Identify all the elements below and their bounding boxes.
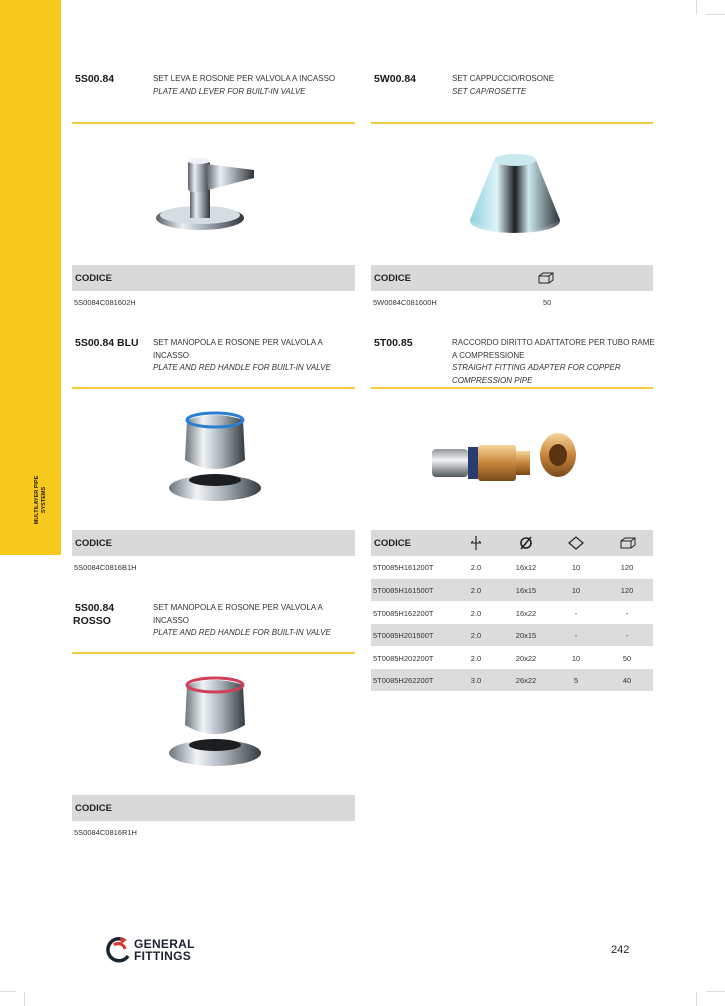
lever-valve-image [150, 150, 260, 240]
description-en: PLATE AND RED HANDLE FOR BUILT-IN VALVE [153, 628, 331, 637]
section-label-line2: SYSTEMS [41, 486, 47, 514]
section-divider [72, 387, 355, 389]
product-code-line1: 5S00.84 [75, 602, 115, 614]
table-row-codice: 5W0084C081600H [373, 298, 437, 307]
crop-mark [706, 14, 725, 15]
cell-thickness: 2.0 [470, 609, 482, 618]
cell-diameter: 16x22 [515, 609, 537, 618]
table-row [371, 669, 653, 691]
product-code [75, 602, 114, 628]
table-row-codice: 5S0084C081602H [74, 298, 136, 307]
cell-thickness: 2.0 [470, 586, 482, 595]
column-header-codice: CODICE [75, 273, 112, 284]
description-en: SET CAP/ROSETTE [452, 86, 527, 96]
cell-box: - [625, 631, 629, 640]
section-label [34, 476, 48, 525]
crop-mark [0, 991, 16, 992]
table-row-codice: 5S0084C0816B1H [74, 563, 137, 572]
brand-logo [106, 936, 195, 969]
column-header-codice: CODICE [75, 803, 112, 814]
cell-bag: - [574, 631, 578, 640]
cell-thickness: 2.0 [470, 631, 482, 640]
table-row [371, 624, 653, 646]
brand-name-line2: FITTINGS [134, 949, 192, 963]
product-code-line2: ROSSO [73, 615, 111, 627]
section-divider [371, 387, 653, 389]
section-divider [72, 652, 355, 654]
handle-valve-red-image [165, 673, 265, 771]
cell-codice: 5T0085H161500T [373, 586, 434, 595]
table-row [371, 602, 653, 624]
description-en: STRAIGHT FITTING ADAPTER FOR COPPER [452, 363, 621, 372]
product-description [153, 73, 335, 98]
crop-mark [696, 0, 697, 14]
column-header-codice: CODICE [75, 538, 112, 549]
product-description [452, 337, 655, 387]
cell-diameter: 20x15 [515, 631, 537, 640]
description-it: INCASSO [153, 350, 190, 360]
thickness-icon [470, 536, 482, 550]
cell-bag: 10 [571, 654, 581, 663]
description-it: SET LEVA E ROSONE PER VALVOLA A INCASSO [153, 74, 336, 83]
product-code: 5T00.85 [374, 337, 413, 349]
cell-bag: 10 [571, 563, 581, 572]
table-row [371, 556, 653, 578]
cell-codice: 5T0085H162200T [373, 609, 434, 618]
cell-bag: 10 [571, 586, 581, 595]
box-icon [620, 537, 636, 549]
cell-thickness: 2.0 [470, 563, 482, 572]
product-description [153, 602, 331, 640]
cell-box: 120 [620, 563, 634, 572]
diameter-icon [519, 536, 533, 550]
cell-codice: 5T0085H201500T [373, 631, 434, 640]
section-divider [72, 122, 355, 124]
description-en: PLATE AND LEVER FOR BUILT-IN VALVE [153, 86, 306, 96]
cell-codice: 5T0085H202200T [373, 654, 434, 663]
cell-thickness: 3.0 [470, 676, 482, 685]
description-it: SET MANOPOLA E ROSONE PER VALVOLA A [153, 603, 323, 612]
description-it: SET MANOPOLA E ROSONE PER VALVOLA A [153, 338, 323, 347]
product-code: 5S00.84 BLU [75, 337, 139, 349]
crop-mark [696, 992, 697, 1006]
fitting-adapter-image [430, 425, 580, 495]
section-divider [371, 122, 653, 124]
cell-bag: - [574, 609, 578, 618]
table-header [371, 265, 653, 291]
cell-box: - [625, 609, 629, 618]
brand-name-line1: GENERAL [134, 937, 195, 951]
table-row [371, 647, 653, 669]
cell-diameter: 20x22 [515, 654, 537, 663]
cell-diameter: 16x15 [515, 586, 537, 595]
description-en: PLATE AND RED HANDLE FOR BUILT-IN VALVE [153, 363, 331, 372]
cell-diameter: 16x12 [515, 563, 537, 572]
column-header-codice: CODICE [374, 538, 411, 549]
table-row-box: 50 [543, 298, 552, 307]
cell-box: 120 [620, 586, 634, 595]
product-code: 5S00.84 [75, 73, 115, 85]
description-it: RACCORDO DIRITTO ADATTATORE PER TUBO RAME [452, 338, 655, 347]
description-it: SET CAPPUCCIO/ROSONE [452, 74, 555, 83]
table-row-codice: 5S0084C0816R1H [74, 828, 137, 837]
logo-mark-icon [106, 936, 132, 964]
crop-mark [706, 991, 725, 992]
table-header [72, 795, 355, 821]
table-row [371, 579, 653, 601]
sidebar-accent [0, 0, 61, 555]
table-header [371, 530, 653, 556]
cell-codice: 5T0085H161200T [373, 563, 434, 572]
description-it: INCASSO [153, 615, 190, 625]
table-header [72, 530, 355, 556]
cap-rosette-image [460, 150, 570, 245]
column-header-codice: CODICE [374, 273, 411, 284]
handle-valve-blue-image [165, 408, 265, 506]
cell-diameter: 26x22 [515, 676, 537, 685]
product-description [153, 337, 331, 375]
product-description [452, 73, 554, 98]
cell-thickness: 2.0 [470, 654, 482, 663]
crop-mark [24, 992, 25, 1006]
cell-box: 40 [622, 676, 632, 685]
cell-bag: 5 [573, 676, 579, 685]
table-header [72, 265, 355, 291]
cell-codice: 5T0085H262200T [373, 676, 434, 685]
description-en: COMPRESSION PIPE [452, 375, 533, 385]
box-icon [538, 272, 554, 284]
cell-box: 50 [622, 654, 632, 663]
description-it: A COMPRESSIONE [452, 350, 525, 360]
page-number: 242 [611, 944, 630, 956]
product-code: 5W00.84 [374, 73, 417, 85]
section-label-line1: MULTILAYER PIPE [34, 475, 40, 525]
bag-icon [568, 536, 584, 550]
